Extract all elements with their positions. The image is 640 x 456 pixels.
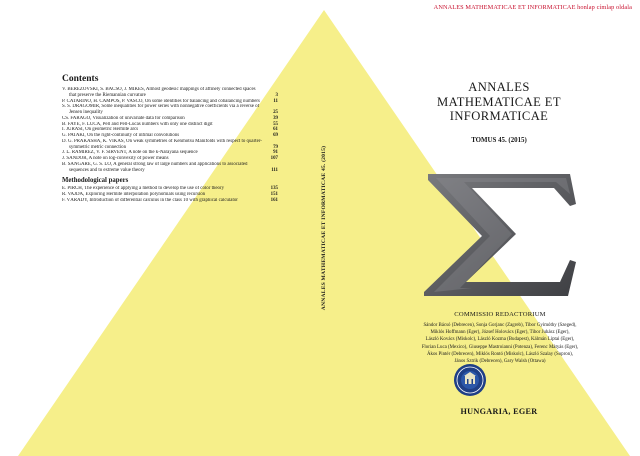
contents-entry: [62, 139, 278, 151]
contents-entry-text: F. VÁRADY, Introduction of differential calculus in the class 10 with graphical calculator: [62, 197, 238, 203]
contents-entry: [62, 162, 278, 174]
contents-entry-text: E. PIRCH, The experience of applying a method to develop the use of color theory: [62, 186, 225, 192]
contents-entry-text: V. BEREZOVSKI, S. BÁCSÓ, J. MIKEŠ, Almost geodesic mappings of affinely connected spaces that preserve the Riemannian curvature: [62, 87, 256, 98]
volume-label: TOMUS 45. (2015): [471, 137, 527, 144]
contents-entry-text: J. SÁNDOR, A note on log-convexity of power means: [62, 156, 169, 161]
journal-title-line: ANNALES: [468, 80, 530, 94]
contents-entry: [62, 104, 278, 116]
methodological-papers-heading: Methodological papers: [62, 177, 129, 185]
contents-entry-page: 107: [270, 156, 278, 161]
editorial-board-line: László Kovács (Miskolc), László Kozma (Budapest), Kálmán Liptai (Eger),: [425, 337, 575, 343]
contents-entry-page: 11: [273, 98, 278, 104]
editorial-board-line: János Sztrik (Debrecen), Gary Walsh (Ottawa): [454, 359, 546, 365]
contents-entry-text: B. SANGARE, G. S. LO, A general strong law of large numbers and applications to associated sequences and to extreme value theory: [62, 161, 248, 173]
contents-entry-page: 69: [273, 133, 278, 138]
contents-entry-text: R. VAJDA, Exploring Hermite interpolation polynomials using recursion: [62, 192, 206, 197]
contents-entry-page: 151: [270, 192, 278, 197]
methodological-papers-list: [62, 186, 278, 203]
editorial-board-line: Miklós Hoffmann (Eger), József Holovács (Eger), Tibor Juhász (Eger),: [430, 330, 570, 336]
spine-text: ANNALES MATHEMATICAE ET INFORMATICAE 45. (2015): [321, 145, 327, 311]
contents-entry-text: CS. FARAGÓ, Visualization of univariate data for comparison: [62, 115, 185, 121]
journal-title-line: MATHEMATICAE ET: [437, 94, 561, 109]
sigma-logo-icon: [420, 170, 580, 300]
contents-entry-page: 135: [270, 186, 278, 192]
publisher-location: HUNGARIA, EGER: [460, 407, 538, 416]
contents-entry: [62, 87, 278, 99]
university-seal-icon: [453, 363, 487, 397]
editorial-board-title: COMMISSIO REDACTORIUM: [454, 311, 546, 318]
contents-entry: [62, 198, 278, 204]
contents-list: [62, 87, 278, 173]
contents-entry-text: I. JURÁSI, On geometric Hermite arcs: [62, 127, 139, 133]
contents-entry-text: S. S. DRAGOMIR, Some inequalities for power series with nonnegative coefficients via a reverse of Jensen inequality: [62, 104, 260, 115]
contents-heading: Contents: [62, 74, 99, 84]
contents-entry-page: 39: [273, 115, 278, 121]
contents-panel: [62, 74, 278, 204]
contents-entry-page: 61: [273, 127, 278, 133]
editorial-board-line: Sándor Bácsó (Debrecen), Sonja Gorjanc (Zagreb), Tibor Gyimóthy (Szeged),: [423, 323, 577, 328]
contents-entry-page: 79: [273, 144, 278, 150]
contents-entry-text: D. G. PRAKASHA, K. VIKAS, On weak symmetries of Kenmotsu Manifolds with respect to quarter-symmetric metric connection: [62, 138, 262, 150]
contents-entry-page: 3: [275, 92, 278, 98]
journal-title: [424, 80, 574, 124]
editorial-board-line: Ákos Pintér (Debrecen), Miklós Rontó (Miskolc), László Szalay (Sopron),: [426, 351, 573, 357]
contents-entry-page: 25: [273, 110, 278, 115]
contents-entry-text: J. L. RAMÍREZ, V. F. SIRVENT, A note on the k-Narayana sequence: [62, 150, 198, 156]
contents-entry-text: B. FAYE, F. LUCA, Pell and Pell-Lucas numbers with only one distinct digit: [62, 121, 213, 127]
contents-entry-page: 161: [270, 197, 278, 203]
contents-entry-page: 111: [271, 167, 278, 173]
contents-entry-page: 91: [273, 150, 278, 156]
contents-entry-text: P. CATARINO, H. CAMPOS, P. VASCO, On some identities for balancing and cobalancing numbers: [62, 98, 260, 104]
journal-title-line: INFORMATICAE: [449, 109, 549, 124]
editorial-board-line: Florian Luca (Mexico), Giuseppe Mastroianni (Potenza), Ferenc Mátyás (Eger),: [421, 344, 579, 350]
homepage-header-link[interactable]: ANNALES MATHEMATICAE ET INFORMATICAE honlap címlap oldala: [433, 4, 632, 11]
contents-entry-page: 55: [273, 121, 278, 127]
editorial-board-members: [372, 322, 628, 365]
contents-entry-text: G. PATAKI, On the right-continuity of infimal convolutions: [62, 133, 180, 138]
